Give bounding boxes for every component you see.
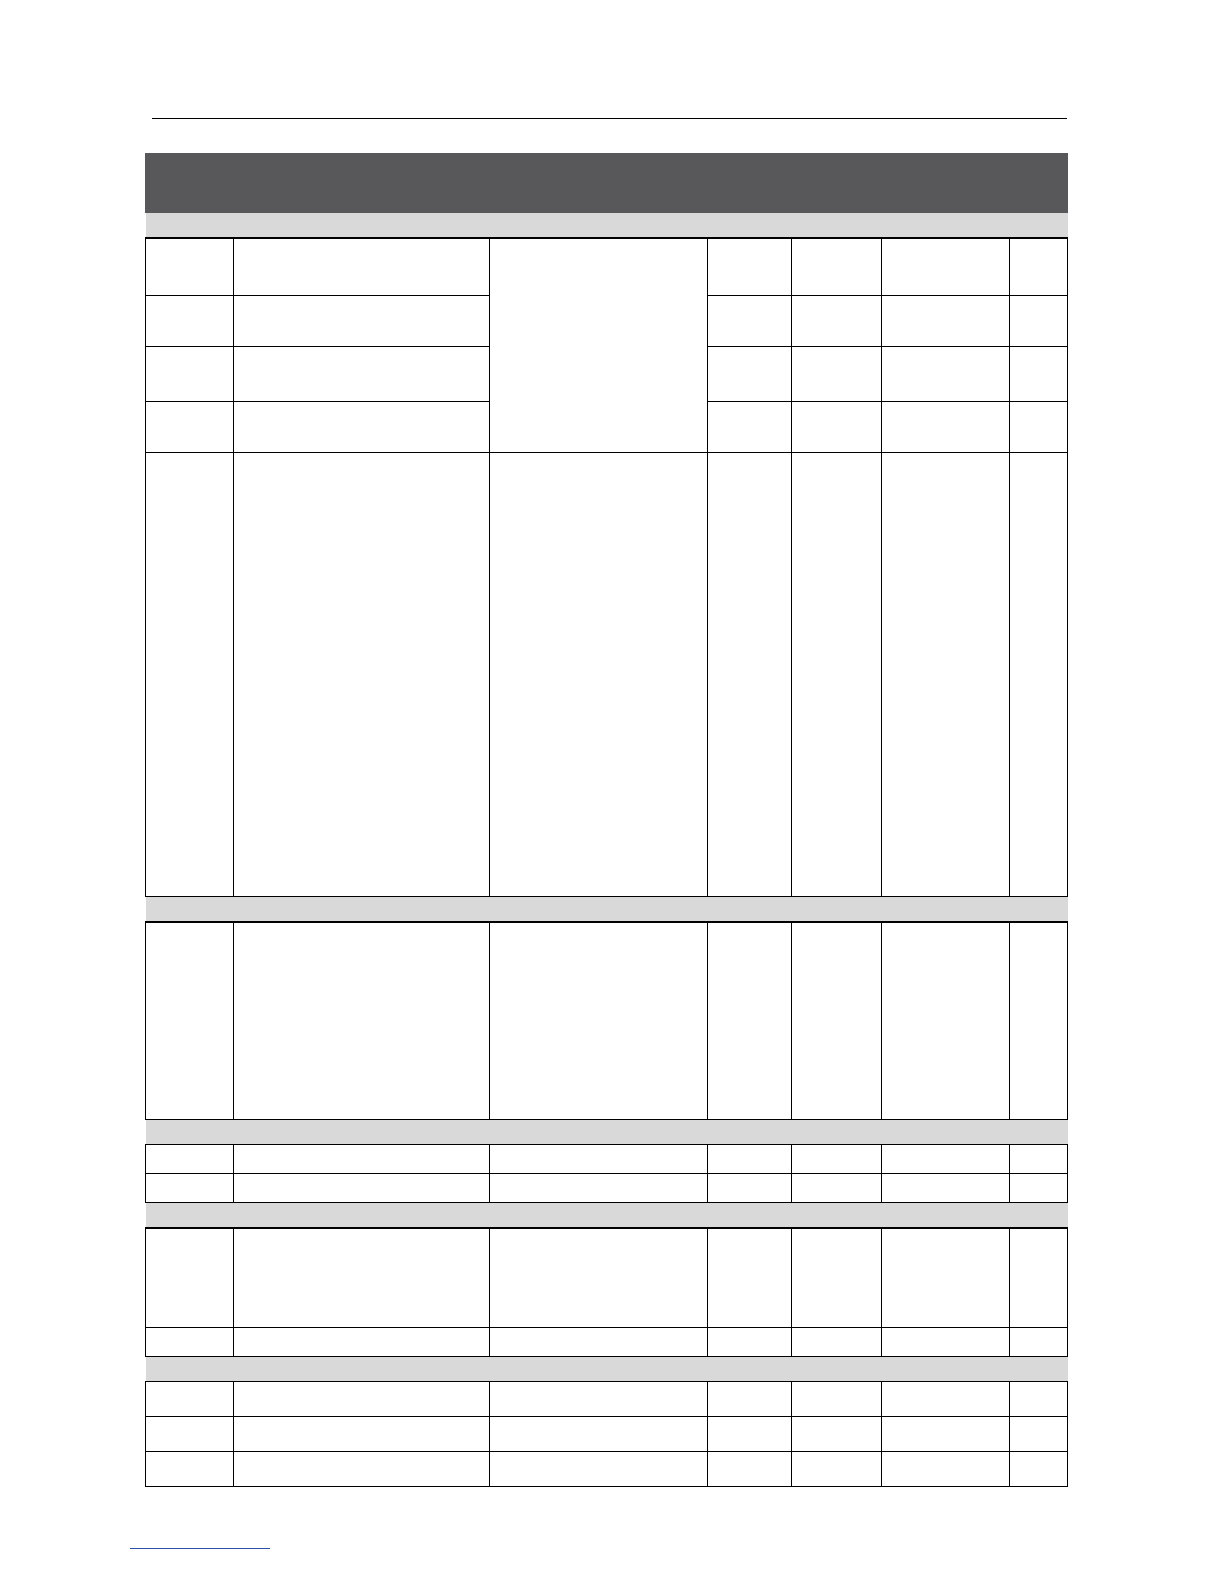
table-container bbox=[145, 153, 1067, 1487]
cell-6 bbox=[882, 1328, 1010, 1357]
cell-1 bbox=[146, 1228, 234, 1328]
cell-6 bbox=[882, 347, 1010, 402]
cell-2 bbox=[234, 1452, 490, 1487]
cell-2 bbox=[234, 347, 490, 402]
cell-3 bbox=[490, 453, 708, 897]
cell-6 bbox=[882, 453, 1010, 897]
cell-7 bbox=[1010, 1328, 1068, 1357]
cell-6 bbox=[882, 238, 1010, 296]
cell-1 bbox=[146, 1382, 234, 1417]
cell-5 bbox=[792, 1228, 882, 1328]
section-header-row bbox=[146, 897, 1068, 923]
cell-2 bbox=[234, 1382, 490, 1417]
column-header-4 bbox=[708, 154, 792, 213]
data-table bbox=[145, 153, 1068, 1487]
table-row bbox=[146, 922, 1068, 1120]
cell-7 bbox=[1010, 296, 1068, 347]
cell-4 bbox=[708, 347, 792, 402]
cell-1 bbox=[146, 402, 234, 453]
cell-7 bbox=[1010, 1228, 1068, 1328]
footer-link[interactable] bbox=[130, 1548, 270, 1549]
column-header-3 bbox=[490, 154, 708, 213]
cell-4 bbox=[708, 1174, 792, 1203]
cell-5 bbox=[792, 347, 882, 402]
cell-5 bbox=[792, 922, 882, 1120]
section-title bbox=[146, 213, 1068, 239]
cell-1 bbox=[146, 1417, 234, 1452]
cell-6 bbox=[882, 1145, 1010, 1174]
header-rule bbox=[152, 118, 1067, 119]
cell-7 bbox=[1010, 453, 1068, 897]
cell-1 bbox=[146, 238, 234, 296]
cell-4 bbox=[708, 296, 792, 347]
cell-6 bbox=[882, 1174, 1010, 1203]
table-row bbox=[146, 1174, 1068, 1203]
table-body bbox=[146, 213, 1068, 1487]
table-row bbox=[146, 1328, 1068, 1357]
cell-1 bbox=[146, 296, 234, 347]
table-row bbox=[146, 1417, 1068, 1452]
cell-5 bbox=[792, 238, 882, 296]
cell-3 bbox=[490, 1417, 708, 1452]
cell-7 bbox=[1010, 1174, 1068, 1203]
table-header-row bbox=[146, 154, 1068, 213]
cell-4 bbox=[708, 1417, 792, 1452]
cell-2 bbox=[234, 922, 490, 1120]
cell-3-merged bbox=[490, 238, 708, 453]
cell-7 bbox=[1010, 402, 1068, 453]
cell-3 bbox=[490, 1174, 708, 1203]
table-row bbox=[146, 1228, 1068, 1328]
column-header-6 bbox=[882, 154, 1010, 213]
section-title bbox=[146, 1357, 1068, 1382]
cell-3 bbox=[490, 1228, 708, 1328]
cell-7 bbox=[1010, 238, 1068, 296]
cell-2 bbox=[234, 1145, 490, 1174]
cell-4 bbox=[708, 402, 792, 453]
cell-2 bbox=[234, 453, 490, 897]
section-header-row bbox=[146, 213, 1068, 239]
column-header-5 bbox=[792, 154, 882, 213]
cell-2 bbox=[234, 1328, 490, 1357]
column-header-7 bbox=[1010, 154, 1068, 213]
cell-2 bbox=[234, 238, 490, 296]
cell-3 bbox=[490, 922, 708, 1120]
cell-2 bbox=[234, 1228, 490, 1328]
cell-6 bbox=[882, 402, 1010, 453]
cell-5 bbox=[792, 1417, 882, 1452]
table-row bbox=[146, 453, 1068, 897]
section-title bbox=[146, 897, 1068, 923]
cell-4 bbox=[708, 453, 792, 897]
table-row bbox=[146, 1382, 1068, 1417]
cell-1 bbox=[146, 1452, 234, 1487]
cell-2 bbox=[234, 1174, 490, 1203]
cell-1 bbox=[146, 347, 234, 402]
cell-7 bbox=[1010, 347, 1068, 402]
cell-4 bbox=[708, 238, 792, 296]
cell-3 bbox=[490, 1382, 708, 1417]
section-header-row bbox=[146, 1120, 1068, 1145]
cell-1 bbox=[146, 1145, 234, 1174]
cell-3 bbox=[490, 1452, 708, 1487]
cell-6 bbox=[882, 1228, 1010, 1328]
cell-5 bbox=[792, 1174, 882, 1203]
cell-4 bbox=[708, 1145, 792, 1174]
section-title bbox=[146, 1203, 1068, 1229]
cell-4 bbox=[708, 1328, 792, 1357]
table-row bbox=[146, 1145, 1068, 1174]
cell-4 bbox=[708, 1452, 792, 1487]
cell-4 bbox=[708, 1228, 792, 1328]
cell-1 bbox=[146, 453, 234, 897]
cell-7 bbox=[1010, 1417, 1068, 1452]
table-row bbox=[146, 238, 1068, 296]
cell-5 bbox=[792, 1452, 882, 1487]
cell-7 bbox=[1010, 922, 1068, 1120]
cell-7 bbox=[1010, 1452, 1068, 1487]
cell-5 bbox=[792, 453, 882, 897]
cell-5 bbox=[792, 402, 882, 453]
cell-2 bbox=[234, 1417, 490, 1452]
cell-6 bbox=[882, 1417, 1010, 1452]
column-header-1 bbox=[146, 154, 234, 213]
cell-6 bbox=[882, 922, 1010, 1120]
cell-1 bbox=[146, 1328, 234, 1357]
section-header-row bbox=[146, 1203, 1068, 1229]
cell-2 bbox=[234, 296, 490, 347]
cell-1 bbox=[146, 922, 234, 1120]
section-title bbox=[146, 1120, 1068, 1145]
cell-7 bbox=[1010, 1145, 1068, 1174]
cell-5 bbox=[792, 296, 882, 347]
cell-4 bbox=[708, 922, 792, 1120]
cell-4 bbox=[708, 1382, 792, 1417]
cell-6 bbox=[882, 1382, 1010, 1417]
cell-1 bbox=[146, 1174, 234, 1203]
cell-6 bbox=[882, 1452, 1010, 1487]
cell-7 bbox=[1010, 1382, 1068, 1417]
cell-5 bbox=[792, 1328, 882, 1357]
cell-2 bbox=[234, 402, 490, 453]
table-header bbox=[146, 154, 1068, 213]
cell-3 bbox=[490, 1145, 708, 1174]
section-header-row bbox=[146, 1357, 1068, 1382]
cell-6 bbox=[882, 296, 1010, 347]
cell-3 bbox=[490, 1328, 708, 1357]
table-row bbox=[146, 1452, 1068, 1487]
cell-5 bbox=[792, 1382, 882, 1417]
cell-5 bbox=[792, 1145, 882, 1174]
column-header-2 bbox=[234, 154, 490, 213]
